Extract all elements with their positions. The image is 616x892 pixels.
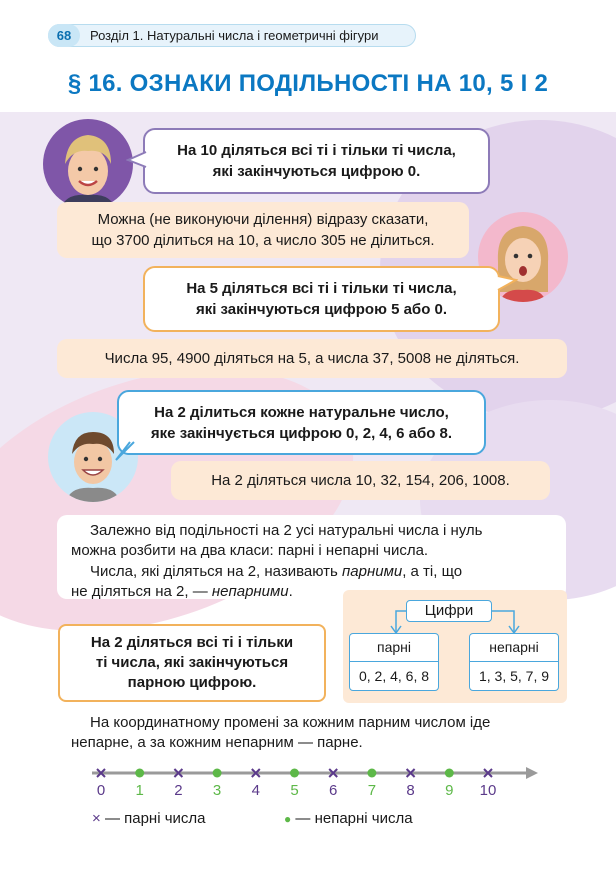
tick-label: 3 [212, 782, 222, 799]
even-values: 0, 2, 4, 6, 8 [358, 668, 430, 684]
legend-odd-label: — непарні числа [295, 810, 413, 827]
bubble-line: На 5 діляться всі ті і тільки ті числа, [186, 280, 457, 297]
even-marker-icon: × [92, 810, 101, 827]
tick-label: 1 [135, 782, 144, 799]
note-line: що 3700 ділиться на 10, а число 305 не ділиться. [91, 232, 435, 249]
speech-bubble-rule-10 [143, 128, 490, 194]
note-line: Можна (не виконуючи ділення) відразу сказати, [97, 211, 429, 228]
odd-digits-box [469, 633, 559, 691]
paragraph-line: можна розбити на два класи: парні і непарні числа. [71, 542, 429, 559]
page-title: § 16. ОЗНАКИ ПОДІЛЬНОСТІ НА 10, 5 І 2 [67, 70, 549, 97]
arrow-right-icon [526, 767, 538, 779]
tick-label: 8 [406, 782, 415, 799]
text-run: . [288, 583, 293, 600]
note-line: Числа 95, 4900 діляться на 5, а числа 37, 5008 не діляться. [104, 350, 520, 367]
page-number: 68 [48, 24, 80, 47]
odd-marker-icon: ● [284, 812, 292, 826]
tick-label: 7 [367, 782, 377, 799]
paragraph-line [71, 582, 341, 602]
odd-point-marker [290, 769, 299, 778]
axis-paragraph-line: На координатному промені за кожним парним числом іде [90, 714, 491, 731]
rule-line: На 2 діляться всі ті і тільки [90, 634, 294, 651]
odd-point-marker [445, 769, 454, 778]
tick-label: 6 [329, 782, 338, 799]
tick-label: 4 [251, 782, 260, 799]
legend-even [92, 810, 205, 827]
example-note-2 [171, 461, 550, 500]
even-digits-box [349, 633, 439, 691]
odd-label: непарні [470, 634, 558, 662]
text-run: , а ті, що [402, 563, 463, 580]
boy-avatar [43, 119, 133, 209]
text-run: Числа, які діляться на 2, називають [90, 563, 343, 580]
digits-root: Цифри [406, 600, 492, 622]
bubble-line: які закінчуються цифрою 5 або 0. [195, 301, 448, 318]
rule-line: парною цифрою. [127, 674, 257, 691]
bubble-tail [496, 274, 518, 294]
paragraph-line [90, 562, 550, 582]
bubble-line: На 2 ділиться кожне натуральне число, [154, 403, 449, 421]
bubble-line: яке закінчується цифрою 0, 2, 4, 6 або 8. [150, 424, 453, 442]
example-note-5 [57, 339, 567, 378]
bubble-tail [126, 150, 148, 170]
legend-odd [284, 810, 413, 827]
tick-label: 5 [290, 782, 299, 799]
bubble-line: які закінчуються цифрою 0. [212, 163, 421, 180]
speech-bubble-rule-2 [117, 390, 486, 455]
even-label: парні [350, 634, 438, 662]
odd-point-marker [213, 769, 222, 778]
paragraph-line: Залежно від подільності на 2 усі натуральні числа і нуль [90, 522, 483, 539]
note-line: На 2 діляться числа 10, 32, 154, 206, 1008. [211, 472, 510, 489]
example-note-10 [57, 202, 469, 258]
speech-bubble-rule-5 [143, 266, 500, 332]
bubble-line: На 10 діляться всі ті і тільки ті числа, [177, 142, 456, 159]
term-odd: непарними [211, 583, 289, 600]
tick-label: 9 [445, 782, 454, 799]
rule-box [58, 624, 326, 702]
tick-label: 0 [96, 782, 106, 799]
text-run: не діляться на 2, — [71, 583, 212, 600]
odd-values: 1, 3, 5, 7, 9 [478, 668, 550, 684]
tick-label: 10 [479, 782, 497, 799]
axis-paragraph-line: непарне, а за кожним непарним — парне. [71, 734, 363, 751]
legend-even-label: — парні числа [104, 810, 206, 827]
tick-label: 2 [174, 782, 183, 799]
odd-point-marker [367, 769, 376, 778]
term-even: парними [342, 563, 403, 580]
rule-line: ті числа, які закінчуються [95, 654, 289, 671]
chapter-title: Розділ 1. Натуральні числа і геометричні фігури [90, 28, 379, 43]
odd-point-marker [135, 769, 144, 778]
bubble-tail [112, 440, 138, 464]
